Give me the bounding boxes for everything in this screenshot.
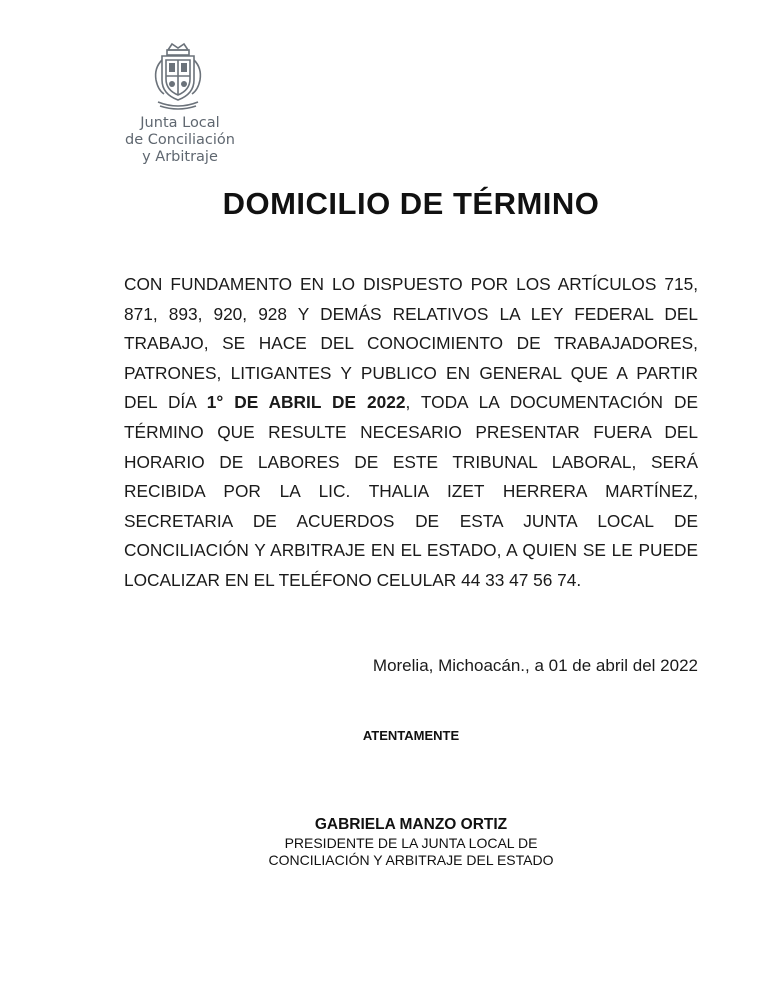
effective-date: 1° DE ABRIL DE 2022 <box>206 392 406 413</box>
signer-role-line-2: CONCILIACIÓN Y ARBITRAJE DEL ESTADO <box>268 852 554 868</box>
notice-text-part-2: , TODA LA DOCUMENTACIÓN DE TÉRMINO QUE RESULTE NECESARIO PRESENTAR FUERA DEL HORARIO DE LABORES DE ESTE TRIBUNAL LABORAL, SERÁ RECIBIDA POR LA LIC. THALIA IZET HERRERA MARTÍNEZ, SECRETARIA DE ACUERDOS DE ESTA JUNTA LOCAL DE CONCILIACIÓN Y ARBITRAJE EN EL ESTADO, A QUIEN SE LE PUEDE LOCALIZAR EN EL TELÉFONO CELULAR 44 33 47 56 74. <box>124 392 698 590</box>
notice-text-part-1: CON FUNDAMENTO EN LO DISPUESTO POR LOS ARTÍCULOS 715, 871, 893, 920, 928 Y DEMÁS RELATIVOS LA LEY FEDERAL DEL TRABAJO, SE HACE DEL CONOCIMIENTO DE TRABAJADORES, PATRONES, LITIGANTES Y PUBLICO EN GENERAL QUE A PARTIR DEL DÍA <box>124 274 698 413</box>
org-name-line-2: de Conciliación <box>125 132 235 148</box>
closing-salutation: ATENTAMENTE <box>362 728 460 743</box>
org-name-line-3: y Arbitraje <box>142 149 218 165</box>
page-title: DOMICILIO DE TÉRMINO <box>222 186 600 221</box>
signer-name: GABRIELA MANZO ORTIZ <box>314 816 508 833</box>
state-coat-of-arms-icon <box>150 40 206 112</box>
signature-block <box>226 815 596 869</box>
notice-body <box>124 270 698 596</box>
place-and-date: Morelia, Michoacán., a 01 de abril del 2022 <box>372 656 698 675</box>
signer-role-line-1: PRESIDENTE DE LA JUNTA LOCAL DE <box>284 835 538 851</box>
org-name-line-1: Junta Local <box>140 115 220 131</box>
org-name <box>120 115 240 166</box>
